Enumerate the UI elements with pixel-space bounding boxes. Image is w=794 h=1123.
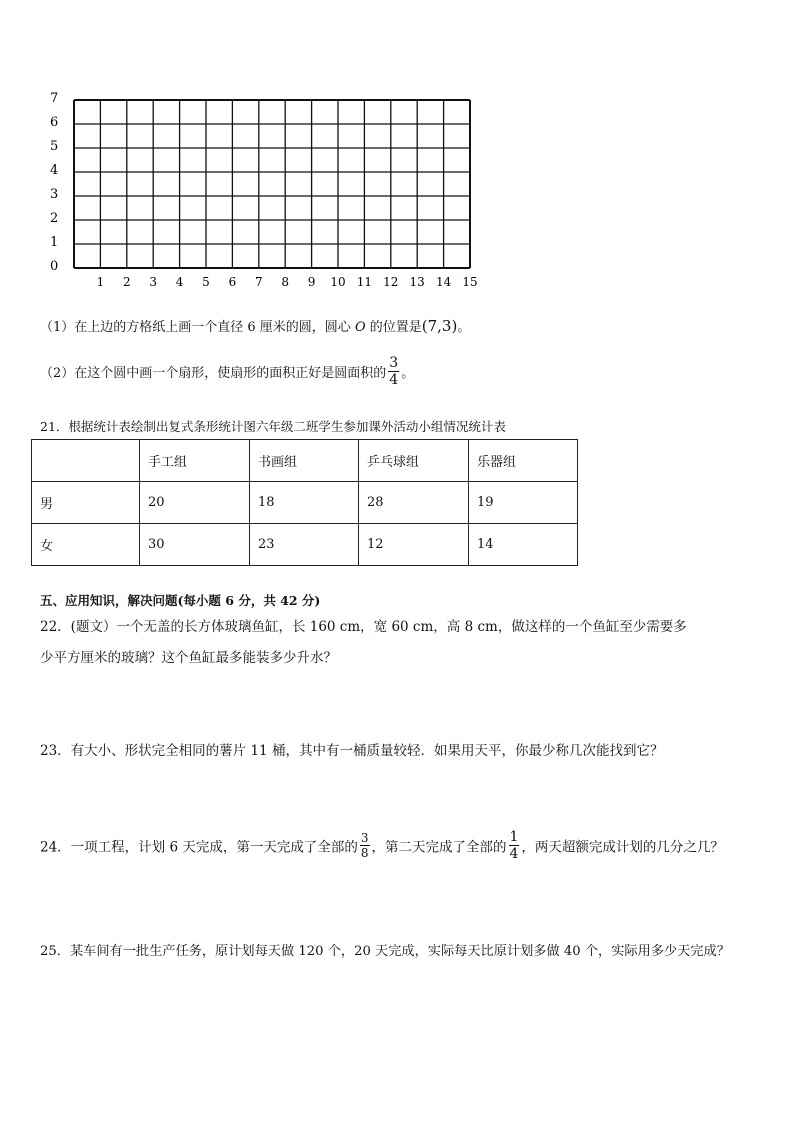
header-cell	[32, 440, 140, 482]
y-tick-label: 7	[50, 91, 59, 106]
y-tick-label: 1	[50, 235, 59, 250]
x-tick-label: 12	[383, 275, 399, 289]
row-label: 女	[32, 524, 140, 566]
section-heading: 五、应用知识，解决问题(每小题 6 分，共 42 分)	[40, 593, 321, 608]
table-row	[32, 524, 578, 566]
q24: 24．一项工程，计划 6 天完成，第一天完成了全部的 $\frac{3}{8}$ ，第二天完成了全部的 $\frac{1}{4}$ ，两天超额完成计划的几分之几？	[40, 829, 724, 862]
header-cell: 手工组	[140, 440, 250, 482]
table-row	[32, 482, 578, 524]
header-cell: 书画组	[250, 440, 359, 482]
table-cell: 12	[359, 524, 469, 566]
header-cell: 乒乓球组	[359, 440, 469, 482]
q20-part2: （2）在这个圆中画一个扇形，使扇形的面积正好是圆面积的 $\frac{3}{4}$ 。	[40, 355, 415, 388]
x-tick-label: 6	[228, 275, 237, 289]
table-cell: 28	[359, 482, 469, 524]
x-tick-label: 8	[281, 275, 290, 289]
y-tick-label: 2	[50, 211, 59, 226]
x-tick-label: 15	[462, 275, 478, 289]
y-tick-label: 4	[50, 163, 59, 178]
x-tick-label: 7	[254, 275, 263, 289]
x-tick-label: 9	[307, 275, 316, 289]
x-tick-label: 2	[122, 275, 131, 289]
fraction-one-quarter: $\frac{1}{4}$	[509, 829, 519, 862]
table-cell: 20	[140, 482, 250, 524]
y-tick-label: 0	[50, 259, 59, 274]
x-tick-label: 3	[149, 275, 158, 289]
q25: 25．某车间有一批生产任务，原计划每天做 120 个，20 天完成，实际每天比原计划多做 40 个，实际用多少天完成？	[40, 944, 730, 959]
table-cell: 23	[250, 524, 359, 566]
q23: 23．有大小、形状完全相同的薯片 11 桶，其中有一桶质量较轻．如果用天平，你最少称几次能找到它？	[40, 743, 664, 759]
row-label: 男	[32, 482, 140, 524]
x-tick-label: 14	[435, 275, 452, 289]
y-tick-label: 5	[50, 139, 59, 154]
header-cell: 乐器组	[469, 440, 578, 482]
table-cell: 19	[469, 482, 578, 524]
table-cell: 14	[469, 524, 578, 566]
fraction-three-eighths: $\frac{3}{8}$	[360, 831, 369, 860]
table-cell: 18	[250, 482, 359, 524]
table-header-row	[32, 440, 578, 482]
x-tick-label: 5	[202, 275, 210, 289]
x-tick-label: 1	[96, 275, 105, 289]
y-tick-label: 6	[50, 115, 59, 130]
x-tick-label: 4	[175, 275, 184, 289]
q22-line1: 22．(题文）一个无盖的长方体玻璃鱼缸，长 160 cm，宽 60 cm，高 8 cm，做这样的一个鱼缸至少需要多	[40, 619, 687, 635]
q20-part1: （1）在上边的方格纸上画一个直径 6 厘米的圆，圆心 O 的位置是(7,3)。	[40, 317, 471, 335]
y-tick-label: 3	[50, 187, 59, 202]
table-cell: 30	[140, 524, 250, 566]
q21-title: 21．根据统计表绘制出复式条形统计图六年级二班学生参加课外活动小组情况统计表	[40, 419, 506, 434]
stat-table	[31, 439, 578, 566]
x-tick-label: 13	[409, 275, 425, 289]
grid-paper	[0, 0, 794, 300]
q22-line2: 少平方厘米的玻璃？这个鱼缸最多能装多少升水？	[40, 650, 337, 666]
x-tick-label: 11	[356, 275, 373, 289]
fraction-three-quarters: $\frac{3}{4}$	[389, 355, 399, 388]
x-tick-label: 10	[330, 275, 346, 289]
